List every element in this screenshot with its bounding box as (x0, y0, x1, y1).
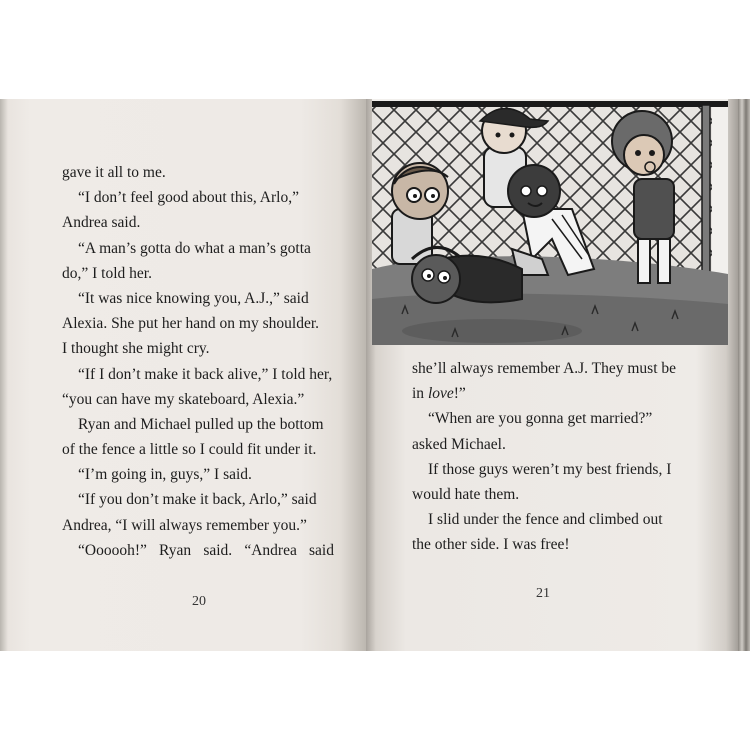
text-line (62, 336, 334, 361)
text-segment: !” (453, 385, 466, 403)
text-line (62, 387, 334, 412)
text-line (62, 462, 334, 487)
text-line (412, 356, 684, 381)
text-line (62, 261, 334, 286)
text-line (412, 482, 684, 507)
text-segment: in (412, 385, 428, 403)
text-line (62, 487, 334, 512)
text-segment: “I don’t feel good about this, Arlo,” (78, 189, 299, 207)
text-line (62, 160, 334, 185)
dirt-hole (402, 319, 582, 343)
text-segment: Andrea, “I will always remember you.” (62, 516, 307, 534)
text-segment: would hate them. (412, 485, 520, 503)
italic-word: love (427, 385, 454, 403)
right-page-text (412, 356, 684, 558)
text-line (412, 507, 684, 532)
book-spread (0, 99, 750, 651)
text-segment: I thought she might cry. (62, 340, 210, 358)
text-segment: I slid under the fence and climbed out (428, 511, 663, 529)
text-line (412, 406, 684, 431)
text-segment: Alexia. She put her hand on my shoulder. (62, 315, 319, 333)
text-line (62, 513, 334, 538)
text-segment: “If I don’t make it back alive,” I told her, (78, 365, 333, 383)
text-segment: If those guys weren’t my best friends, I (428, 460, 672, 478)
text-line (62, 236, 334, 261)
text-line (412, 381, 684, 406)
text-line (62, 185, 334, 210)
text-line (412, 532, 684, 557)
text-segment: “Oooooh!” Ryan said. “Andrea said (78, 541, 334, 559)
text-segment: the other side. I was free! (412, 536, 570, 554)
text-line (412, 457, 684, 482)
text-segment: Andrea said. (62, 214, 141, 232)
left-page (0, 99, 366, 651)
text-segment: do,” I told her. (62, 264, 152, 282)
text-line (62, 210, 334, 235)
text-line (62, 412, 334, 437)
left-page-number: 20 (192, 594, 206, 609)
fence-top-rail (372, 101, 728, 107)
page-edges (738, 99, 750, 651)
text-line (412, 432, 684, 457)
text-line (62, 538, 334, 563)
left-page-text (62, 160, 334, 563)
text-segment: “If you don’t make it back, Arlo,” said (78, 491, 317, 509)
text-line (62, 311, 334, 336)
text-segment: “A man’s gotta do what a man’s gotta (78, 239, 311, 257)
text-line (62, 437, 334, 462)
text-segment: gave it all to me. (62, 164, 166, 181)
right-page (366, 99, 740, 651)
text-segment: asked Michael. (412, 435, 506, 453)
text-segment: she’ll always remember A.J. They must be (412, 360, 677, 377)
text-segment: “When are you gonna get married?” (428, 410, 653, 428)
illustration-svg (372, 99, 728, 345)
kids-at-fence-illustration-icon (372, 99, 728, 345)
text-line (62, 286, 334, 311)
text-line (62, 362, 334, 387)
text-segment: of the fence a little so I could fit under it. (62, 441, 317, 459)
text-segment: “It was nice knowing you, A.J.,” said (78, 289, 309, 307)
text-segment: “you can have my skateboard, Alexia.” (62, 390, 305, 408)
text-segment: Ryan and Michael pulled up the bottom (78, 415, 324, 433)
text-segment: “I’m going in, guys,” I said. (78, 466, 252, 484)
right-page-number: 21 (536, 586, 550, 601)
